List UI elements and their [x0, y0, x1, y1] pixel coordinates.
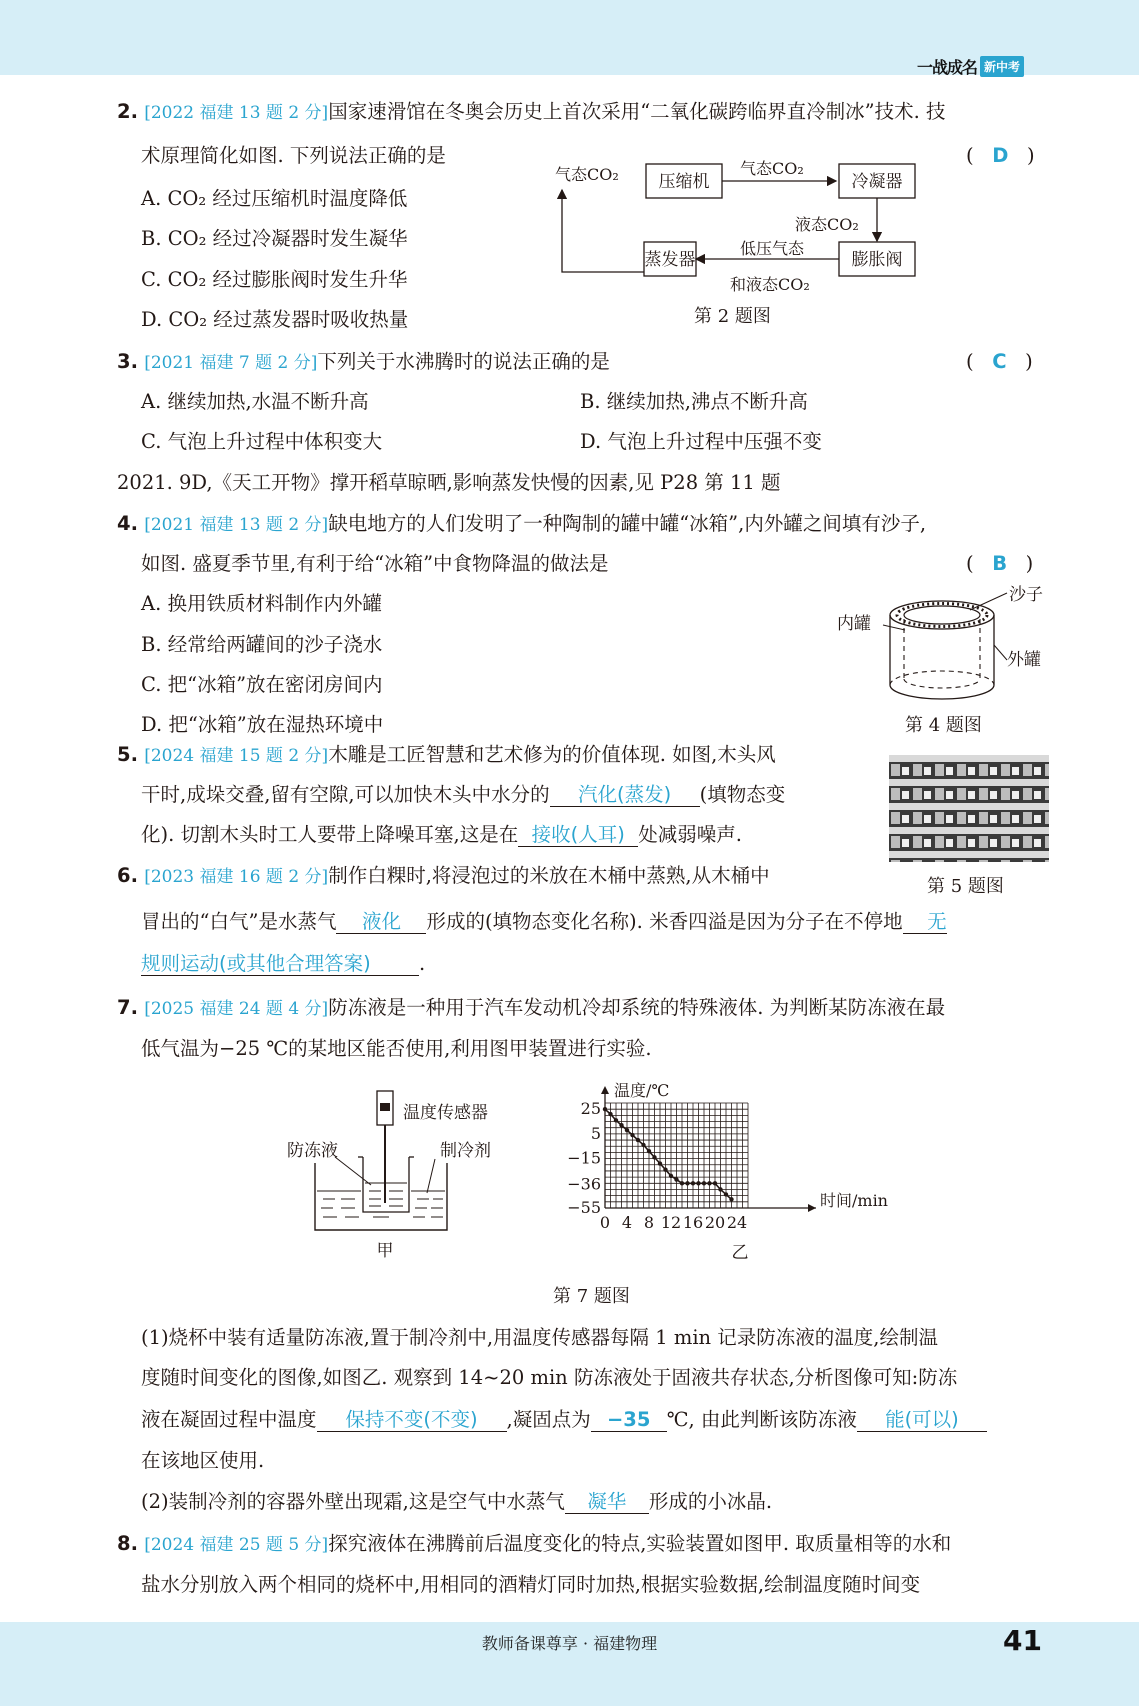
chart-data-point	[702, 1181, 706, 1185]
q2-figure	[550, 158, 930, 298]
q2-number: 2.	[117, 100, 138, 123]
page-number: 41	[1003, 1624, 1042, 1657]
q2-fig-gas2: 气态CO₂	[740, 159, 804, 178]
q2-fig-low2: 和液态CO₂	[730, 275, 810, 294]
q7-p1-line1: (1)烧杯中装有适量防冻液,置于制冷剂中,用温度传感器每隔 1 min 记录防冻液的温度,绘制温	[141, 1326, 939, 1349]
q2-fig-valve: 膨胀阀	[851, 250, 903, 270]
q4-fig-caption: 第 4 题图	[905, 715, 982, 736]
footer-text: 教师备课尊享 · 福建物理	[481, 1634, 658, 1653]
q2-line1	[117, 100, 946, 125]
q4-fig-sand: 沙子	[1009, 585, 1043, 605]
q3-number: 3.	[117, 350, 138, 373]
q2-fig-evaporator: 蒸发器	[644, 250, 696, 270]
chart-x-axis-label: 时间/min	[820, 1191, 888, 1210]
q6-blank2a: 无	[903, 911, 947, 934]
q7-number: 7.	[117, 996, 138, 1019]
chart-data-point	[636, 1138, 640, 1142]
q4-line1	[117, 512, 926, 537]
q2-answer: D	[992, 144, 1009, 167]
q5-number: 5.	[117, 743, 138, 766]
q2-source: [2022 福建 13 题 2 分]	[144, 103, 329, 123]
chart-data-point	[647, 1149, 651, 1153]
chart-data-point	[691, 1181, 695, 1185]
q5-text2a: 干时,成垛交叠,留有空隙,可以加快木头中水分的	[141, 783, 550, 806]
q4-option-c: C. 把“冰箱”放在密闭房间内	[141, 673, 383, 696]
chart-data-point	[663, 1168, 667, 1172]
q7-p1-line3	[141, 1408, 987, 1432]
q4-answer: B	[992, 552, 1008, 575]
q5-line2	[141, 783, 785, 807]
q4-option-d: D. 把“冰箱”放在湿热环境中	[141, 713, 384, 736]
q7-p2-text-a: (2)装制冷剂的容器外壁出现霜,这是空气中水蒸气	[141, 1490, 565, 1513]
q6-blank1: 液化	[336, 911, 426, 934]
q4-figure	[835, 585, 1055, 705]
q7-fig-jia	[285, 1085, 515, 1260]
chart-data-point	[674, 1177, 678, 1181]
q2-option-a: A. CO₂ 经过压缩机时温度降低	[141, 187, 408, 210]
q6-blank2b: 规则运动(或其他合理答案)	[141, 953, 419, 976]
q5-woodpile-photo	[889, 755, 1049, 862]
q7-stem1: 防冻液是一种用于汽车发动机冷却系统的特殊液体. 为判断某防冻液在最	[328, 996, 946, 1019]
q2-option-c: C. CO₂ 经过膨胀阀时发生升华	[141, 268, 408, 291]
woodpile-pattern	[889, 755, 1049, 862]
q8-number: 8.	[117, 1532, 138, 1555]
chart-x-arrow	[808, 1204, 816, 1212]
q7-blank2: −35	[591, 1409, 667, 1432]
q3-answer: C	[992, 350, 1007, 373]
q2-fig-condenser: 冷凝器	[851, 172, 903, 192]
q3-line	[117, 350, 610, 375]
chart-data-point	[652, 1155, 656, 1159]
chart-y-tick-label: −55	[567, 1198, 601, 1217]
chart-data-point	[625, 1128, 629, 1132]
q2-stem1: 国家速滑馆在冬奥会历史上首次采用“二氧化碳跨临界直冷制冰”技术. 技	[328, 100, 946, 123]
q3-option-c: C. 气泡上升过程中体积变大	[141, 430, 383, 453]
chart-data-point	[619, 1123, 623, 1127]
chart-x-tick-label: 20	[704, 1213, 726, 1232]
q7-p1-line4: 在该地区使用.	[141, 1449, 265, 1472]
chart-label-yi: 乙	[731, 1243, 749, 1263]
q4-stem2: 如图. 盛夏季节里,有利于给“冰箱”中食物降温的做法是	[141, 552, 609, 575]
q3-option-a: A. 继续加热,水温不断升高	[141, 390, 369, 413]
q5-text1: 木雕是工匠智慧和艺术修为的价值体现. 如图,木头风	[328, 743, 776, 766]
q2-stem2: 术原理简化如图. 下列说法正确的是	[141, 144, 446, 167]
chart-data-point	[658, 1161, 662, 1165]
chart-x-tick-label: 4	[621, 1213, 633, 1232]
chart-data-point	[713, 1181, 717, 1185]
cross-reference-note: 2021. 9D,《天工开物》撑开稻草晾晒,影响蒸发快慢的因素,见 P28 第 11 题	[117, 471, 781, 494]
q7-blank1: 保持不变(不变)	[317, 1409, 507, 1432]
chart-axes	[601, 1086, 816, 1212]
q6-line1	[117, 864, 770, 889]
q7-blank3: 能(可以)	[857, 1409, 987, 1432]
q7-p1-text3b: ,凝固点为	[506, 1408, 591, 1431]
chart-data-point	[669, 1174, 673, 1178]
q3-source: [2021 福建 7 题 2 分]	[144, 353, 318, 373]
chart-data-point	[729, 1197, 733, 1201]
chart-y-tick-label: 25	[580, 1099, 601, 1119]
q7-p2-blank: 凝华	[565, 1491, 649, 1514]
chart-x-tick-label: 16	[682, 1213, 704, 1232]
q6-text2b: 形成的(填物态变化名称). 米香四溢是因为分子在不停地	[426, 910, 903, 933]
q7-fig-jia-label: 甲	[376, 1241, 394, 1260]
chart-data-point	[724, 1192, 728, 1196]
q8-stem1: 探究液体在沸腾前后温度变化的特点,实验装置如图甲. 取质量相等的水和	[328, 1532, 952, 1555]
chart-data-point	[614, 1118, 618, 1122]
q7-source: [2025 福建 24 题 4 分]	[144, 999, 329, 1019]
q7-p1-text3c: ℃, 由此判断该防冻液	[666, 1408, 857, 1431]
q5-line3	[141, 823, 742, 847]
q8-line1	[117, 1532, 951, 1557]
q5-fig-caption: 第 5 题图	[927, 876, 1004, 897]
chart-x-tick-label: 0	[599, 1213, 611, 1232]
q2-fig-liquid: 液态CO₂	[795, 215, 859, 234]
q5-line1	[117, 743, 776, 768]
chart-data-point	[718, 1187, 722, 1191]
q7-p2-line	[141, 1490, 772, 1514]
q8-source: [2024 福建 25 题 5 分]	[144, 1535, 329, 1555]
q5-blank1: 汽化(蒸发)	[550, 784, 700, 807]
q5-text3a: 化). 切割木头时工人要带上降噪耳塞,这是在	[141, 823, 519, 846]
chart-data-point	[630, 1133, 634, 1137]
chart-y-tick-label: −15	[567, 1148, 601, 1168]
chart-x-tick-label: 8	[643, 1213, 655, 1232]
chart-data-point	[680, 1181, 684, 1185]
q6-text1: 制作白粿时,将浸泡过的米放在木桶中蒸熟,从木桶中	[328, 864, 770, 887]
chart-data-point	[696, 1181, 700, 1185]
chart-data-point	[641, 1143, 645, 1147]
chart-data-point	[685, 1181, 689, 1185]
chart-y-tick-label: −36	[567, 1174, 601, 1194]
q8-stem2: 盐水分别放入两个相同的烧杯中,用相同的酒精灯同时加热,根据实验数据,绘制温度随时间变	[141, 1573, 921, 1596]
q4-fig-inner: 内罐	[837, 614, 871, 634]
chart-x-tick-label: 12	[660, 1213, 682, 1232]
brand-tag: 新中考	[980, 56, 1024, 77]
q7-p1-text3a: 液在凝固过程中温度	[141, 1408, 317, 1431]
q7-fig-sensor: 温度传感器	[403, 1103, 488, 1123]
q3-answer-bracket: ( C )	[966, 350, 1033, 373]
q7-p1-line2: 度随时间变化的图像,如图乙. 观察到 14~20 min 防冻液处于固液共存状态,分析图像可知:防冻	[141, 1366, 958, 1389]
q7-fig-caption: 第 7 题图	[553, 1286, 630, 1307]
chart-x-tick-label: 24	[726, 1213, 748, 1232]
q4-option-a: A. 换用铁质材料制作内外罐	[141, 592, 382, 615]
q4-number: 4.	[117, 512, 138, 535]
q6-end: .	[419, 952, 426, 975]
chart-series-line	[605, 1109, 732, 1199]
chart-data-point	[707, 1181, 711, 1185]
q4-source: [2021 福建 13 题 2 分]	[144, 515, 329, 535]
chart-y-axis-label: 温度/℃	[614, 1081, 670, 1100]
chart-data-point	[608, 1112, 612, 1116]
q2-answer-bracket: ( D )	[966, 144, 1035, 167]
brand-name: 一战成名	[917, 57, 978, 77]
q6-line2	[141, 910, 947, 934]
q7-chart-yi	[560, 1078, 920, 1263]
q4-fig-outer: 外罐	[1007, 650, 1041, 670]
chart-grid	[605, 1103, 748, 1208]
q2-fig-low1: 低压气态	[740, 239, 805, 258]
q6-line3	[141, 952, 425, 976]
q6-text2a: 冒出的“白气”是水蒸气	[141, 910, 337, 933]
chart-data-point	[603, 1107, 607, 1111]
q4-option-b: B. 经常给两罐间的沙子浇水	[141, 633, 383, 656]
q7-stem2: 低气温为−25 ℃的某地区能否使用,利用图甲装置进行实验.	[141, 1037, 652, 1060]
q4-stem1: 缺电地方的人们发明了一种陶制的罐中罐“冰箱”,内外罐之间填有沙子,	[328, 512, 927, 535]
q7-line1	[117, 996, 945, 1021]
q6-source: [2023 福建 16 题 2 分]	[144, 867, 329, 887]
q7-fig-coolant: 制冷剂	[440, 1141, 491, 1161]
q3-stem: 下列关于水沸腾时的说法正确的是	[317, 350, 610, 373]
q3-option-d: D. 气泡上升过程中压强不变	[580, 430, 822, 453]
q7-fig-antifreeze: 防冻液	[287, 1141, 338, 1161]
q4-answer-bracket: ( B )	[966, 552, 1034, 575]
q2-option-d: D. CO₂ 经过蒸发器时吸收热量	[141, 308, 409, 331]
q5-text2b: (填物态变	[699, 783, 786, 806]
q2-fig-gas1: 气态CO₂	[555, 165, 619, 184]
q5-blank2: 接收(人耳)	[518, 824, 638, 847]
q3-option-b: B. 继续加热,沸点不断升高	[580, 390, 808, 413]
q5-text3b: 处减弱噪声.	[638, 823, 742, 846]
brand-logo	[917, 55, 1024, 77]
q2-fig-caption: 第 2 题图	[694, 306, 771, 327]
chart-y-arrow	[601, 1086, 609, 1094]
q5-source: [2024 福建 15 题 2 分]	[144, 746, 329, 766]
chart-y-tick-label: 5	[590, 1123, 601, 1143]
q7-p2-text-b: 形成的小冰晶.	[648, 1490, 773, 1513]
q2-option-b: B. CO₂ 经过冷凝器时发生凝华	[141, 227, 408, 250]
q6-number: 6.	[117, 864, 138, 887]
q2-fig-compressor: 压缩机	[658, 172, 710, 192]
